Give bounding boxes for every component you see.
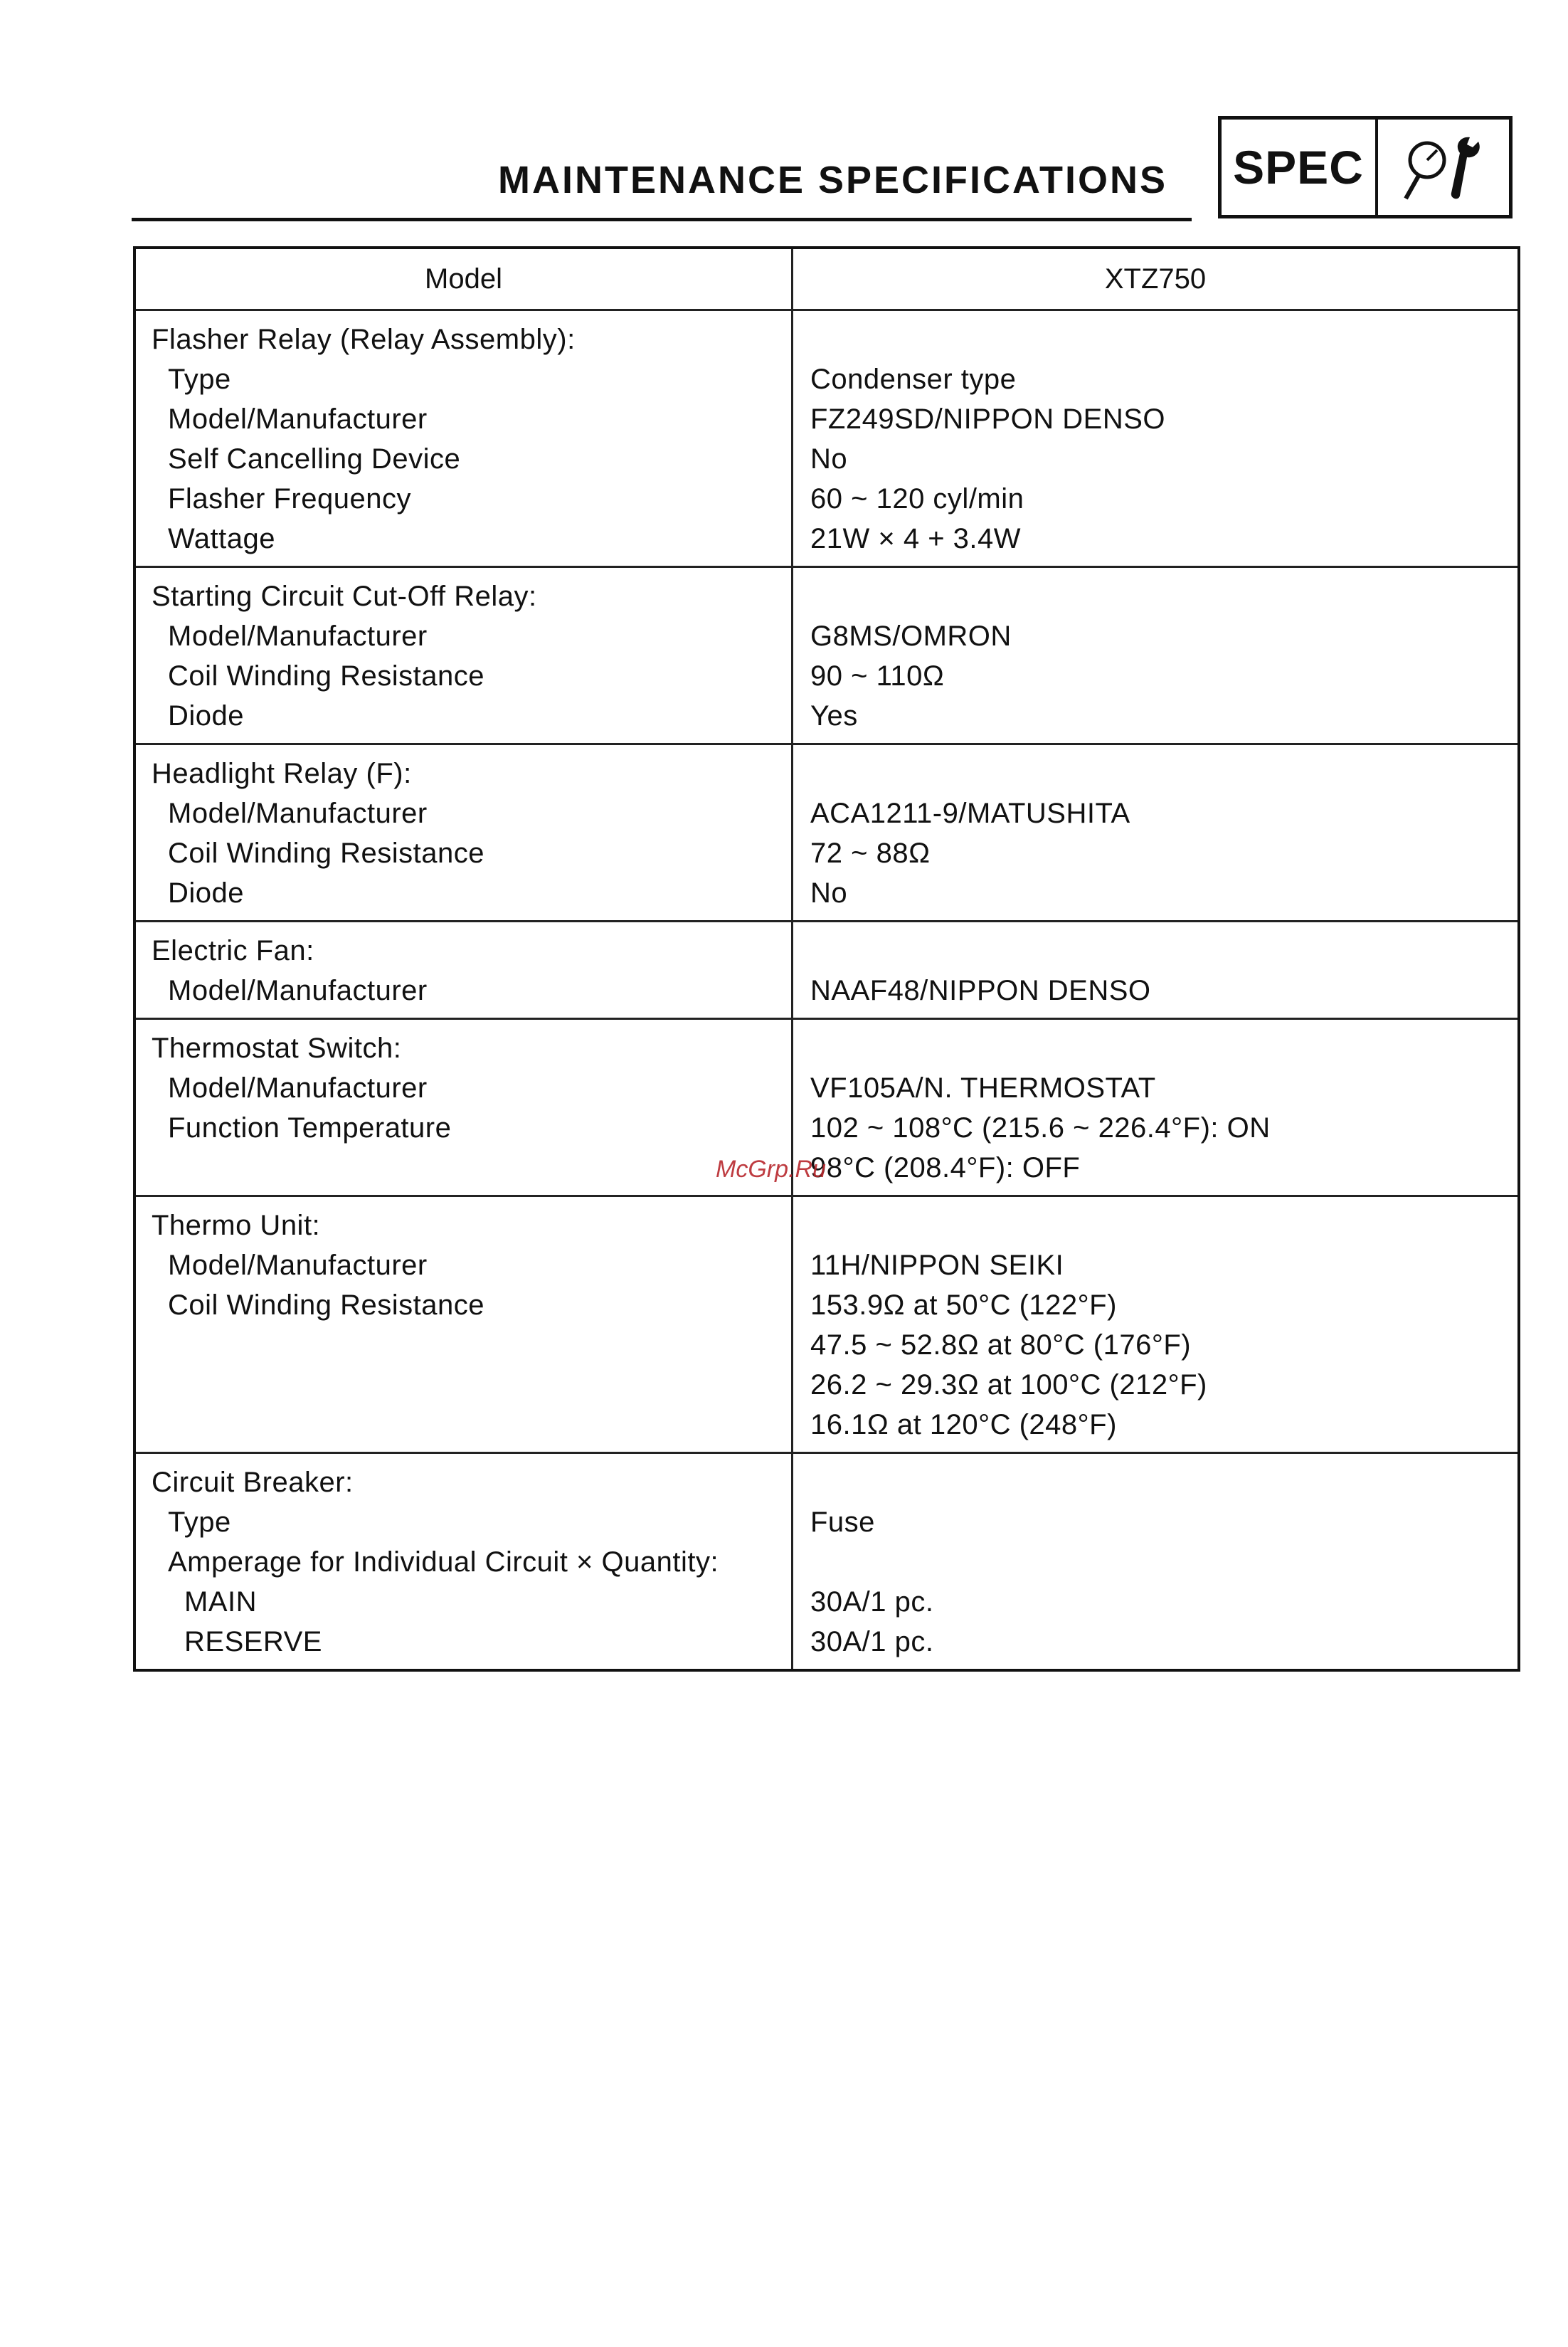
- spec-item-label: Wattage: [168, 523, 275, 554]
- spec-item-label: Flasher Frequency: [168, 483, 411, 515]
- spec-item-label: Coil Winding Resistance: [168, 1289, 485, 1321]
- section-heading: Thermostat Switch:: [152, 1033, 402, 1064]
- section-heading: Electric Fan:: [152, 935, 314, 966]
- spec-item-cell: [136, 311, 793, 566]
- spec-item-label: Coil Winding Resistance: [168, 660, 485, 692]
- table-section: [136, 1454, 1517, 1669]
- spec-value: 60 ~ 120 cyl/min: [810, 483, 1024, 515]
- spec-item-label: Model/Manufacturer: [168, 1250, 428, 1281]
- table-section: [136, 745, 1517, 922]
- spec-value: [793, 576, 1517, 616]
- table-section: [136, 1197, 1517, 1454]
- spec-value: 153.9Ω at 50°C (122°F): [810, 1289, 1117, 1321]
- column-header-model: Model: [136, 249, 793, 309]
- spec-item-cell: [136, 1454, 793, 1669]
- spec-value-cell: [793, 922, 1517, 1018]
- spec-value-cell: [793, 1197, 1517, 1452]
- spec-item-label: Self Cancelling Device: [168, 443, 461, 475]
- table-section: [136, 922, 1517, 1020]
- spec-item-label: RESERVE: [184, 1626, 322, 1657]
- spec-value: G8MS/OMRON: [810, 621, 1012, 652]
- spec-item-label: Function Temperature: [168, 1112, 452, 1144]
- section-heading: Starting Circuit Cut-Off Relay:: [152, 581, 537, 612]
- spec-value: 47.5 ~ 52.8Ω at 80°C (176°F): [810, 1329, 1192, 1361]
- spec-value-cell: [793, 745, 1517, 920]
- spec-value: [793, 1028, 1517, 1068]
- spec-value: VF105A/N. THERMOSTAT: [810, 1072, 1156, 1104]
- section-heading: Thermo Unit:: [152, 1210, 321, 1241]
- spec-value: 21W × 4 + 3.4W: [810, 523, 1022, 554]
- spec-item-label: Diode: [168, 700, 245, 732]
- spec-value: NAAF48/NIPPON DENSO: [810, 975, 1151, 1006]
- spec-value: [793, 1206, 1517, 1245]
- section-heading: Circuit Breaker:: [152, 1467, 354, 1498]
- spec-label: SPEC: [1222, 120, 1378, 215]
- spec-item-label: Amperage for Individual Circuit × Quantity:: [168, 1546, 719, 1578]
- spec-value: Fuse: [810, 1507, 875, 1538]
- table-section: [136, 311, 1517, 568]
- spec-item-label: Model/Manufacturer: [168, 1072, 428, 1104]
- spec-item-cell: [136, 568, 793, 743]
- spec-item-label: Model/Manufacturer: [168, 621, 428, 652]
- spec-value: Yes: [810, 700, 858, 732]
- spec-value: 16.1Ω at 120°C (248°F): [810, 1409, 1117, 1440]
- title-rule: [132, 218, 1192, 221]
- spec-item-label: Diode: [168, 877, 245, 909]
- spec-value: FZ249SD/NIPPON DENSO: [810, 404, 1166, 435]
- page-title: MAINTENANCE SPECIFICATIONS: [498, 159, 1168, 201]
- spec-value: [793, 754, 1517, 793]
- spec-item-label: Coil Winding Resistance: [168, 838, 485, 869]
- spec-value: [793, 1462, 1517, 1502]
- spec-value: No: [810, 443, 848, 475]
- spec-value: 98°C (208.4°F): OFF: [810, 1152, 1081, 1183]
- spec-value-cell: [793, 1454, 1517, 1669]
- spec-item-label: Model/Manufacturer: [168, 975, 428, 1006]
- spec-value: 90 ~ 110Ω: [810, 660, 945, 692]
- spec-item-cell: [136, 745, 793, 920]
- spec-value: 102 ~ 108°C (215.6 ~ 226.4°F): ON: [810, 1112, 1271, 1144]
- spec-item-cell: [136, 922, 793, 1018]
- spec-value: [793, 320, 1517, 359]
- section-heading: Headlight Relay (F):: [152, 758, 412, 789]
- spec-item-label: MAIN: [184, 1586, 257, 1618]
- column-header-value: XTZ750: [1104, 263, 1207, 295]
- spec-item-label: Model/Manufacturer: [168, 404, 428, 435]
- spec-item-label: [136, 1405, 791, 1445]
- spec-value: Condenser type: [810, 364, 1017, 395]
- spec-value-cell: [793, 1020, 1517, 1195]
- spec-value: 72 ~ 88Ω: [810, 838, 931, 869]
- spec-value: 11H/NIPPON SEIKI: [810, 1250, 1064, 1281]
- spec-value-cell: [793, 568, 1517, 743]
- watermark: McGrp.Ru: [716, 1156, 826, 1183]
- spec-item-label: Model/Manufacturer: [168, 798, 428, 829]
- spec-value: 26.2 ~ 29.3Ω at 100°C (212°F): [810, 1369, 1207, 1401]
- spec-item-label: Type: [168, 364, 231, 395]
- spec-value: 30A/1 pc.: [810, 1586, 934, 1618]
- section-heading: Flasher Relay (Relay Assembly):: [152, 324, 576, 355]
- spec-item-label: [136, 1365, 791, 1405]
- spec-value: No: [810, 877, 848, 909]
- table-section: [136, 1020, 1517, 1197]
- specifications-table: [133, 246, 1520, 1672]
- spec-value-cell: [793, 311, 1517, 566]
- spec-item-label: [136, 1148, 791, 1188]
- spec-item-cell: [136, 1020, 793, 1195]
- spec-badge: [1218, 116, 1513, 218]
- spec-value: ACA1211-9/MATUSHITA: [810, 798, 1130, 829]
- spec-item-cell: [136, 1197, 793, 1452]
- dial-gauge-wrench-icon: [1378, 120, 1509, 215]
- spec-item-label: [136, 1325, 791, 1365]
- spec-value: [793, 931, 1517, 971]
- spec-value: [793, 1542, 1517, 1582]
- spec-item-label: Type: [168, 1507, 231, 1538]
- table-header-row: [136, 249, 1517, 311]
- table-section: [136, 568, 1517, 745]
- spec-value: 30A/1 pc.: [810, 1626, 934, 1657]
